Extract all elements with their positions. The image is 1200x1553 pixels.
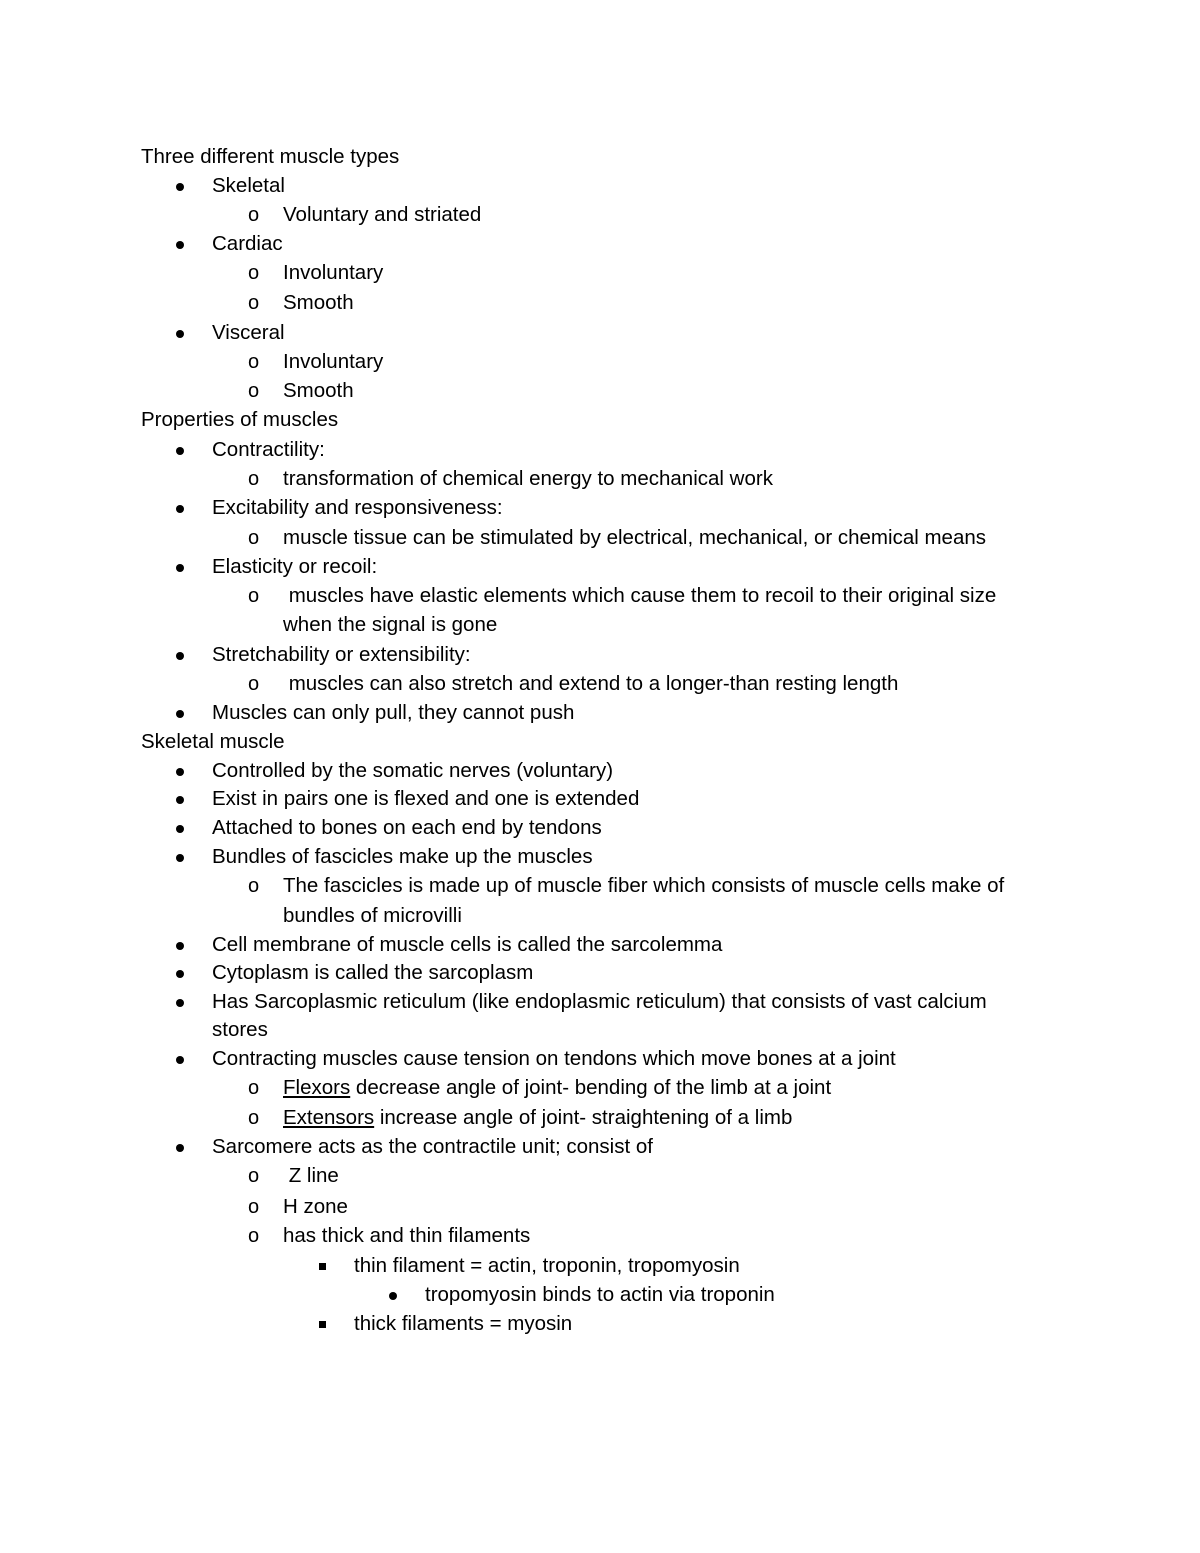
- list-item-text: Excitability and responsiveness:: [212, 496, 503, 519]
- list-item-text: Cytoplasm is called the sarcoplasm: [212, 961, 534, 984]
- bullet-icon: [176, 970, 184, 978]
- sub-list-item-text: muscles can also stretch and extend to a longer-than resting length: [283, 672, 899, 695]
- circle-bullet-icon: o: [248, 204, 260, 226]
- sub-list-item-text: Involuntary: [283, 261, 384, 284]
- bullet-icon: [176, 942, 184, 950]
- sub-list-item-text: muscle tissue can be stimulated by electrical, mechanical, or chemical means: [283, 526, 986, 549]
- sub-list-item-text: Smooth: [283, 291, 354, 314]
- bullet-icon: [176, 564, 184, 572]
- list-item-text: Skeletal: [212, 174, 285, 197]
- list-item-text: Has Sarcoplasmic reticulum (like endoplasmic reticulum) that consists of vast calcium: [212, 990, 987, 1013]
- sub-list-item-text: has thick and thin filaments: [283, 1224, 531, 1247]
- list-item-text: Controlled by the somatic nerves (voluntary): [212, 759, 614, 782]
- circle-bullet-icon: o: [248, 351, 260, 373]
- sub-list-item-text: muscles have elastic elements which cause them to recoil to their original size: [283, 584, 997, 607]
- list-item: [212, 493, 503, 523]
- list-item-text: Elasticity or recoil:: [212, 555, 378, 578]
- sub-sub-list-item-text: thin filament = actin, troponin, tropomyosin: [354, 1254, 740, 1277]
- circle-bullet-icon: o: [248, 527, 260, 549]
- bullet-icon: [176, 1144, 184, 1152]
- sub-list-item-text: increase angle of joint- straightening of a limb: [374, 1106, 793, 1129]
- level4-list-item: [425, 1280, 775, 1310]
- sub-list-item-continuation: bundles of microvilli: [283, 904, 462, 927]
- section-heading: Three different muscle types: [141, 145, 400, 168]
- bullet-icon: [176, 330, 184, 338]
- sub-list-item: [248, 1192, 348, 1222]
- square-bullet-icon: [319, 1263, 326, 1270]
- sub-list-item: [248, 871, 1005, 901]
- list-item: [212, 958, 533, 988]
- sub-sub-list-item-text: thick filaments = myosin: [354, 1312, 573, 1335]
- sub-list-item-text: The fascicles is made up of muscle fiber which consists of muscle cells make of: [283, 874, 1005, 897]
- bullet-icon: [176, 825, 184, 833]
- circle-bullet-icon: o: [248, 875, 260, 897]
- list-item: [212, 813, 602, 843]
- bullet-icon: [176, 710, 184, 718]
- sub-list-item: [248, 200, 482, 230]
- bullet-icon: [176, 652, 184, 660]
- list-item-text: Contractility:: [212, 438, 325, 461]
- circle-bullet-icon: o: [248, 1077, 260, 1099]
- list-item: [212, 552, 377, 582]
- list-item: [212, 698, 574, 728]
- sub-list-item: [248, 523, 986, 553]
- list-item-text: Sarcomere acts as the contractile unit; consist of: [212, 1135, 653, 1158]
- list-item: [212, 784, 639, 814]
- bullet-icon: [176, 796, 184, 804]
- list-item: [212, 318, 285, 348]
- sub-list-item: [248, 1221, 531, 1251]
- list-item: [212, 171, 285, 201]
- bullet-icon: [176, 768, 184, 776]
- circle-bullet-icon: o: [248, 380, 260, 402]
- circle-bullet-icon: o: [248, 262, 260, 284]
- circle-bullet-icon: o: [248, 1196, 260, 1218]
- sub-list-item: [248, 347, 384, 377]
- list-item-text: Exist in pairs one is flexed and one is extended: [212, 787, 640, 810]
- bullet-icon: [176, 999, 184, 1007]
- list-item: [212, 1132, 653, 1162]
- list-item-text: Stretchability or extensibility:: [212, 643, 471, 666]
- list-item-text: Visceral: [212, 321, 285, 344]
- bullet-icon: [176, 1056, 184, 1064]
- circle-bullet-icon: o: [248, 673, 260, 695]
- bullet-icon: [176, 505, 184, 513]
- list-item: [212, 229, 283, 259]
- list-item: [212, 842, 593, 872]
- sub-list-item-text: Z line: [283, 1164, 339, 1187]
- list-item: [212, 435, 325, 465]
- level4-list-item-text: tropomyosin binds to actin via troponin: [425, 1283, 775, 1306]
- sub-list-item: [248, 1161, 339, 1191]
- sub-list-item: [248, 464, 773, 494]
- list-item-continuation: stores: [212, 1018, 268, 1041]
- list-item: [212, 987, 987, 1017]
- sub-list-item-text: Smooth: [283, 379, 354, 402]
- bullet-icon: [176, 854, 184, 862]
- sub-list-item: [248, 669, 899, 699]
- sub-list-item: [248, 258, 384, 288]
- circle-bullet-icon: o: [248, 468, 260, 490]
- sub-list-item: [248, 376, 354, 406]
- bullet-icon: [176, 241, 184, 249]
- sub-list-item: [248, 288, 354, 318]
- sub-list-item: [248, 581, 997, 611]
- list-item: [212, 756, 613, 786]
- underlined-term: Flexors: [283, 1076, 351, 1099]
- section-heading: Skeletal muscle: [141, 730, 285, 753]
- circle-bullet-icon: o: [248, 1165, 260, 1187]
- section-heading: Properties of muscles: [141, 408, 339, 431]
- sub-list-item-text: H zone: [283, 1195, 348, 1218]
- list-item-text: Bundles of fascicles make up the muscles: [212, 845, 593, 868]
- underlined-term: Extensors: [283, 1106, 375, 1129]
- list-item: [212, 640, 471, 670]
- sub-list-item: [248, 1073, 832, 1103]
- sub-sub-list-item: [354, 1251, 740, 1281]
- sub-list-item-text: decrease angle of joint- bending of the limb at a joint: [350, 1076, 832, 1099]
- bullet-icon: [389, 1292, 397, 1300]
- bullet-icon: [176, 447, 184, 455]
- circle-bullet-icon: o: [248, 292, 260, 314]
- list-item-text: Cell membrane of muscle cells is called the sarcolemma: [212, 933, 723, 956]
- circle-bullet-icon: o: [248, 585, 260, 607]
- circle-bullet-icon: o: [248, 1107, 260, 1129]
- sub-list-item-continuation: when the signal is gone: [283, 613, 498, 636]
- list-item-text: Muscles can only pull, they cannot push: [212, 701, 575, 724]
- list-item-text: Cardiac: [212, 232, 283, 255]
- sub-sub-list-item: [354, 1309, 572, 1339]
- sub-list-item-text: Involuntary: [283, 350, 384, 373]
- list-item: [212, 930, 722, 960]
- circle-bullet-icon: o: [248, 1225, 260, 1247]
- list-item-text: Contracting muscles cause tension on tendons which move bones at a joint: [212, 1047, 896, 1070]
- sub-list-item-text: Voluntary and striated: [283, 203, 482, 226]
- sub-list-item: [248, 1103, 793, 1133]
- list-item-text: Attached to bones on each end by tendons: [212, 816, 602, 839]
- bullet-icon: [176, 183, 184, 191]
- sub-list-item-text: transformation of chemical energy to mechanical work: [283, 467, 773, 490]
- square-bullet-icon: [319, 1321, 326, 1328]
- list-item: [212, 1044, 896, 1074]
